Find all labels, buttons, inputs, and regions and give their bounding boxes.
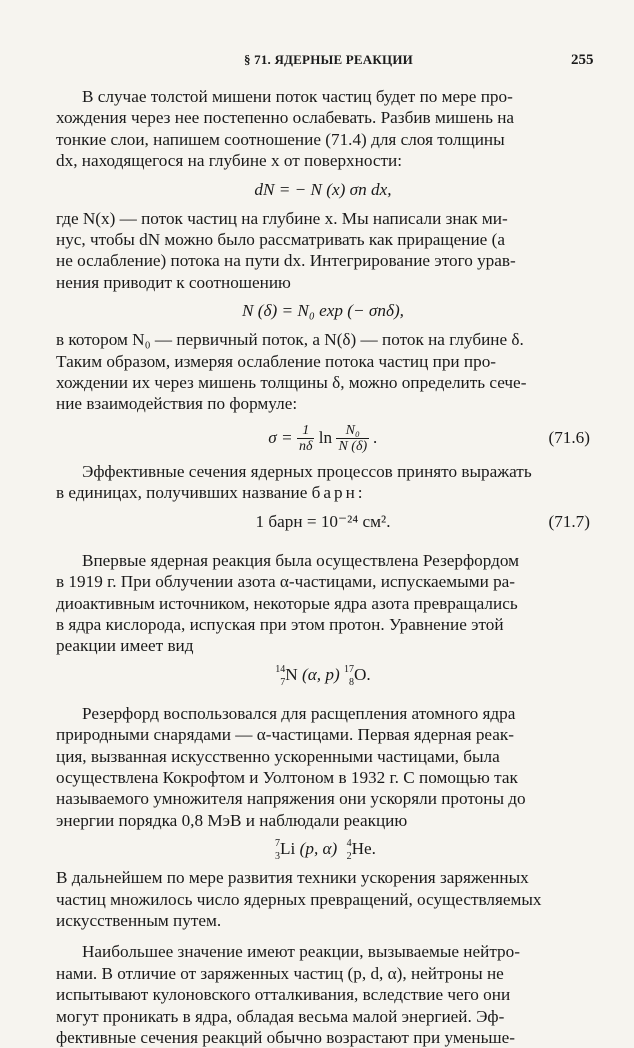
text-line: ция, вызванная искусственно ускоренными частицами, была (56, 746, 500, 766)
fraction-denominator: N (δ) (338, 439, 368, 455)
text-line: В случае толстой мишени поток частиц будет по мере про- (82, 87, 513, 106)
text-line: В дальнейшем по мере развития техники ускорения заряженных (56, 868, 529, 888)
atomic-number: 3 (275, 851, 281, 863)
equation-number: (71.7) (548, 511, 590, 531)
text-line: могут проникать в ядра, обладая весьма малой энергией. Эф- (56, 1006, 505, 1026)
text-line: в ядра кислорода, испуская при этом протон. Уравнение этой (56, 614, 504, 634)
paragraph-development (56, 867, 590, 931)
formula-lhs: σ = (268, 427, 297, 447)
formula-dn (56, 172, 590, 208)
paragraph-units (56, 461, 590, 504)
paragraph-minus-sign (56, 208, 590, 294)
element-symbol: Li (280, 839, 296, 859)
fraction-flux-ratio (336, 423, 369, 454)
text-line: энергии порядка 0,8 МэВ и наблюдали реакцию (56, 810, 408, 830)
text-line: хождения через нее постепенно ослабевать. Разбив мишень на (56, 108, 515, 128)
paragraph-primary-flux (56, 329, 590, 415)
mass-number: 7 (275, 838, 281, 850)
fraction-numerator: 1 (297, 423, 315, 439)
mass-number: 14 (275, 663, 286, 675)
isotope-numbers (342, 838, 352, 862)
text-line: тонкие слои, напишем соотношение (71.4) для слоя толщины (56, 129, 505, 149)
fraction-numerator: N₀ (336, 423, 369, 439)
page-body (56, 86, 590, 1048)
text-line: не ослабление) потока на пути dx. Интегрирование этого урав- (56, 251, 516, 271)
element-symbol: He (351, 839, 372, 859)
text-line: искусственным путем. (56, 910, 222, 930)
section-title: § 71. ЯДЕРНЫЕ РЕАКЦИИ (244, 52, 413, 67)
formula-tail: . (366, 664, 371, 684)
reaction-particles: (α, p) (297, 664, 344, 684)
isotope-numbers (275, 664, 285, 688)
formula-tail: . (369, 427, 378, 447)
isotope-numbers (344, 664, 354, 688)
paragraph-rutherford (56, 550, 590, 657)
text-line: в 1919 г. При облучении азота α-частицами, испускаемыми ра- (56, 572, 516, 592)
formula-text: dN = − N (x) σn dx, (254, 179, 392, 199)
text-line: природными снарядами — α-частицами. Первая ядерная реак- (56, 725, 514, 745)
reaction-particles: (p, α) (295, 839, 342, 859)
text-line (56, 482, 590, 503)
text-line: в котором N₀ — первичный поток, а N(δ) — поток на глубине δ. (56, 330, 524, 350)
formula-tail: . (371, 839, 376, 859)
mass-number: 4 (346, 838, 352, 850)
reaction-lithium (56, 831, 590, 867)
text-line: ние взаимодействия по формуле: (56, 394, 298, 414)
formula-ln: ln (314, 427, 337, 447)
text-line: испытывают кулоновского отталкивания, вследствие чего они (56, 985, 511, 1005)
text-line: Впервые ядерная реакция была осуществлена Резерфордом (82, 550, 520, 570)
element-symbol: N (285, 664, 298, 684)
text-line: где N(x) — поток частиц на глубине x. Мы написали знак ми- (56, 208, 508, 228)
equation-number: (71.6) (548, 427, 590, 447)
text-line: нус, чтобы dN можно было рассматривать как приращение (а (56, 230, 505, 250)
text-line: Наибольшее значение имеют реакции, вызываемые нейтро- (82, 942, 520, 962)
atomic-number: 7 (280, 676, 286, 688)
page-number: 255 (571, 52, 594, 68)
formula-barn (56, 504, 590, 540)
text-line: фективные сечения реакций обычно возрастают при уменьше- (56, 1028, 516, 1047)
text-fragment: в единицах, получивших название (56, 483, 308, 503)
fraction-denominator: nδ (298, 439, 313, 455)
mass-number: 17 (343, 663, 354, 675)
text-line: диоактивным источником, некоторые ядра азота превращались (56, 593, 518, 613)
text-line: Эффективные сечения ядерных процессов принято выражать (82, 461, 532, 481)
paragraph-cockcroft-walton (56, 703, 590, 831)
fraction-one-over-n-delta (297, 423, 315, 454)
reaction-nitrogen (56, 657, 590, 693)
formula-text: 1 барн = 10⁻²⁴ см². (255, 511, 391, 531)
term-barn: барн: (311, 483, 366, 503)
text-line: Резерфорд воспользовался для расщепления атомного ядра (82, 703, 516, 723)
text-line: частиц множилось число ядерных превращений, осуществляемых (56, 889, 542, 909)
formula-text: N (δ) = N₀ exp (− σnδ), (242, 301, 404, 321)
paragraph-thick-target (56, 86, 590, 172)
formula-attenuation (56, 293, 590, 329)
text-line: dx, находящегося на глубине x от поверхности: (56, 151, 402, 171)
atomic-number: 8 (348, 676, 354, 688)
formula-cross-section (56, 415, 590, 461)
text-line: Таким образом, измеряя ослабление потока частиц при про- (56, 351, 497, 371)
text-line: называемого умножителя напряжения они ускоряли протоны до (56, 789, 526, 809)
isotope-numbers (270, 838, 280, 862)
text-line: реакции имеет вид (56, 636, 194, 656)
text-line: нения приводит к соотношению (56, 272, 291, 292)
atomic-number: 2 (346, 851, 352, 863)
text-line: нами. В отличие от заряженных частиц (p, d, α), нейтроны не (56, 963, 504, 983)
paragraph-neutrons (56, 941, 590, 1048)
running-header (0, 52, 634, 72)
text-line: хождении их через мишень толщины δ, можно определить сече- (56, 373, 527, 393)
element-symbol: O (353, 664, 367, 684)
text-line: осуществлена Кокрофтом и Уолтоном в 1932 г. С помощью так (56, 767, 518, 787)
